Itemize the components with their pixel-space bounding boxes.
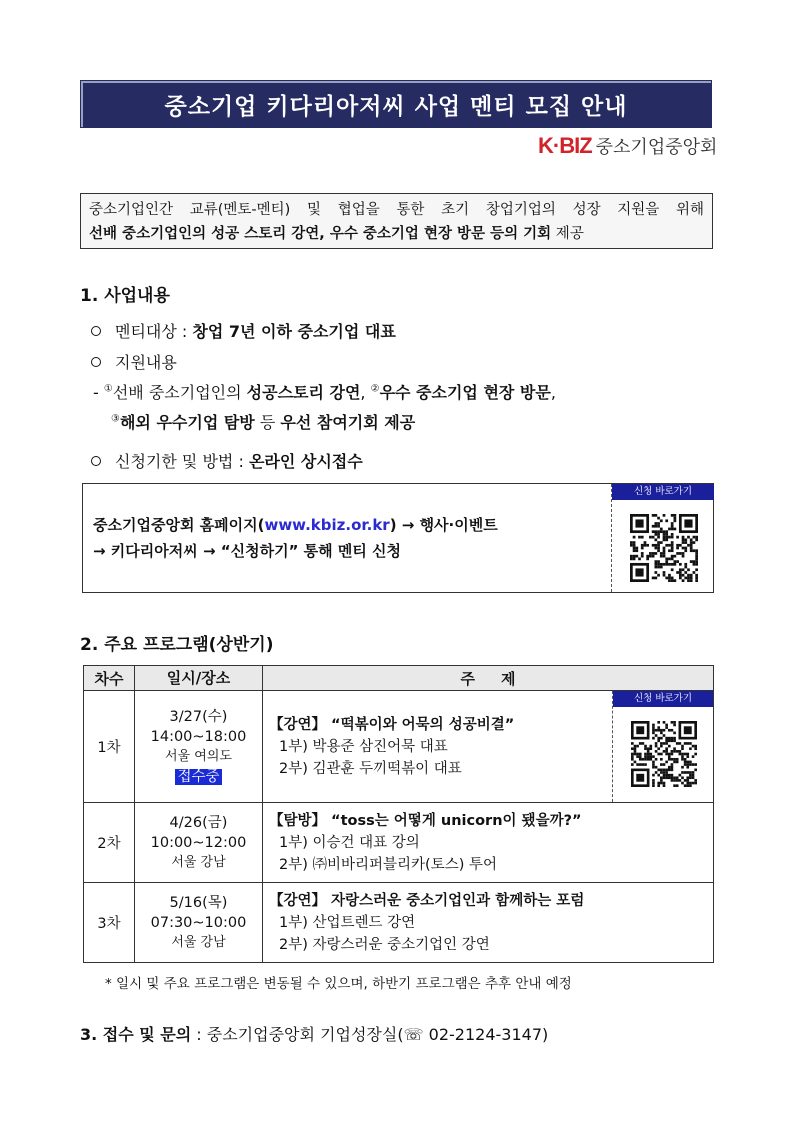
qr-label[interactable]: 신청 바로가기 — [612, 484, 714, 500]
table-row — [84, 883, 714, 963]
support-bold-4: 우선 참여기회 제공 — [280, 413, 416, 432]
title-banner — [80, 80, 712, 128]
section3-heading: 3. 접수 및 문의 — [80, 1025, 192, 1044]
place: 서울 여의도 — [165, 748, 232, 764]
apply-instructions — [93, 512, 498, 564]
support-bold-1: 성공스토리 강연 — [246, 383, 361, 402]
qr-label[interactable]: 신청 바로가기 — [613, 691, 713, 707]
support-bullet — [91, 350, 177, 373]
apply-text-b: ) → 행사·이벤트 — [389, 516, 498, 534]
date: 5/16(목) — [169, 894, 228, 911]
kbiz-url-link[interactable]: www.kbiz.or.kr — [264, 516, 390, 534]
intro-box — [80, 193, 713, 249]
num-2: ② — [370, 383, 380, 395]
round-cell: 1차 — [84, 691, 135, 803]
section1-heading: 1. 사업내용 — [80, 286, 170, 306]
circle-bullet-icon — [91, 326, 101, 336]
intro-line-2-bold: 선배 중소기업인의 성공 스토리 강연, 우수 중소기업 현장 방문 등의 기회 — [89, 226, 552, 242]
round-cell: 3차 — [84, 883, 135, 963]
header-datetime: 일시/장소 — [135, 666, 263, 691]
part-2: 2부) 자랑스러운 중소기업인 강연 — [279, 936, 490, 953]
datetime-cell — [135, 691, 263, 803]
logo-org-name: 중소기업중앙회 — [595, 137, 718, 158]
qr-cell — [612, 691, 713, 802]
table-row — [84, 691, 714, 803]
program-table — [83, 665, 714, 963]
header-round: 차수 — [84, 666, 135, 691]
date: 3/27(수) — [169, 708, 228, 725]
intro-line-2 — [89, 222, 704, 246]
part-2: 2부) ㈜비바리퍼블리카(토스) 투어 — [279, 856, 497, 873]
datetime-cell — [135, 803, 263, 883]
num-1: ① — [103, 383, 113, 395]
contact-text: : 중소기업중앙회 기업성장실(☏ 02-2124-3147) — [191, 1025, 549, 1044]
contact-line — [80, 1022, 548, 1045]
qr-code-icon[interactable] — [631, 721, 697, 787]
logo-mark: K·BIZ — [538, 133, 592, 158]
topic-title: 【강연】 “떡볶이와 어묵의 성공비결” — [269, 716, 515, 733]
table-row — [84, 803, 714, 883]
target-bullet — [91, 319, 396, 342]
time: 10:00~12:00 — [150, 834, 247, 851]
time: 14:00~18:00 — [150, 728, 247, 745]
num-3: ③ — [111, 413, 120, 425]
support-text-3: 등 — [254, 413, 281, 432]
round-cell: 2차 — [84, 803, 135, 883]
topic-title: 【강연】 자랑스러운 중소기업인과 함께하는 포럼 — [269, 892, 585, 909]
place: 서울 강남 — [171, 934, 226, 950]
deadline-bullet — [91, 449, 363, 472]
deadline-label: 신청기한 및 방법 : — [115, 452, 249, 471]
section2-heading: 2. 주요 프로그램(상반기) — [80, 635, 274, 655]
circle-bullet-icon — [91, 357, 101, 367]
part-1: 1부) 박용준 삼진어묵 대표 — [279, 738, 448, 755]
support-line-1 — [93, 380, 556, 403]
part-1: 1부) 산업트렌드 강연 — [279, 914, 416, 931]
intro-line-2-rest: 제공 — [551, 226, 584, 242]
support-dash: - — [93, 383, 104, 402]
date: 4/26(금) — [169, 814, 228, 831]
apply-text-line2: → 키다리아저씨 → “신청하기” 통해 멘티 신청 — [93, 542, 402, 560]
intro-line-1: 중소기업인간 교류(멘토-멘티) 및 협업을 통한 초기 창업기업의 성장 지원을 위해 — [89, 202, 704, 218]
circle-bullet-icon — [91, 456, 101, 466]
datetime-cell — [135, 883, 263, 963]
page-title: 중소기업 키다리아저씨 사업 멘티 모집 안내 — [164, 93, 628, 120]
header-topic: 주 제 — [263, 666, 714, 691]
support-sep: , — [360, 383, 371, 402]
topic-cell — [263, 691, 714, 803]
support-label: 지원내용 — [115, 353, 177, 372]
topic-title: 【탐방】 “toss는 어떻게 unicorn이 됐을까?” — [269, 812, 582, 829]
qr-code-icon[interactable] — [630, 514, 698, 582]
support-bold-3: 해외 우수기업 탐방 — [119, 413, 255, 432]
topic-cell — [263, 883, 714, 963]
time: 07:30~10:00 — [150, 914, 247, 931]
status-badge: 접수중 — [177, 768, 220, 785]
kbiz-logo — [538, 133, 717, 159]
place: 서울 강남 — [171, 854, 226, 870]
part-1: 1부) 이승건 대표 강의 — [279, 834, 420, 851]
support-bold-2: 우수 중소기업 현장 방문 — [379, 383, 551, 402]
part-2: 2부) 김관훈 두끼떡볶이 대표 — [279, 760, 462, 777]
apply-text-a: 중소기업중앙회 홈페이지( — [93, 516, 265, 534]
support-text-1: 선배 중소기업인의 — [112, 383, 247, 402]
support-line-2 — [111, 410, 415, 433]
support-comma: , — [550, 383, 556, 402]
target-value: 창업 7년 이하 중소기업 대표 — [192, 322, 396, 341]
topic-cell — [263, 803, 714, 883]
table-header-row — [84, 666, 714, 691]
target-label: 멘티대상 : — [115, 322, 193, 341]
deadline-value: 온라인 상시접수 — [248, 452, 363, 471]
qr-cell — [611, 484, 714, 592]
schedule-note: * 일시 및 주요 프로그램은 변동될 수 있으며, 하반기 프로그램은 추후 안내 예정 — [105, 976, 572, 992]
apply-box — [82, 483, 714, 593]
